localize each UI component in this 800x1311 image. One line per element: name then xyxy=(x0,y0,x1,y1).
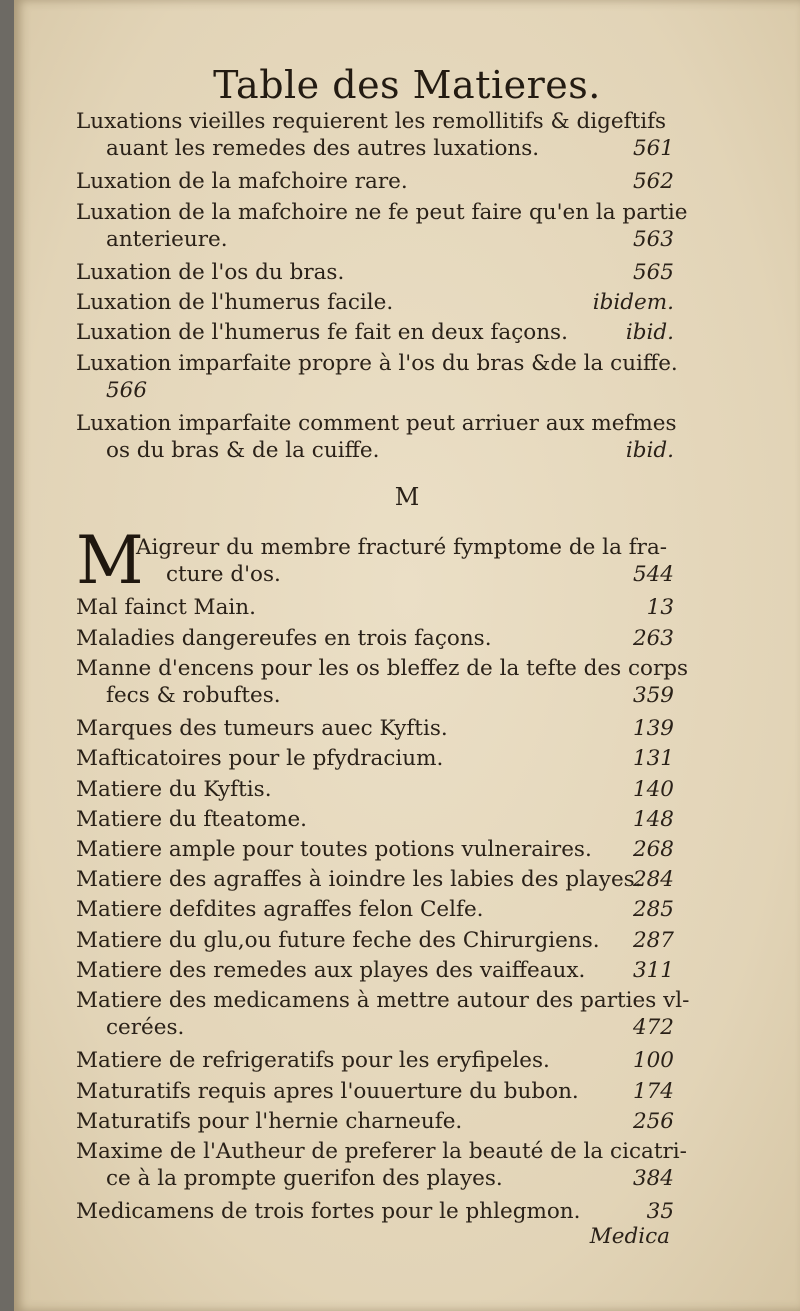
entry-page-number: 384 xyxy=(632,1166,674,1191)
entry-line xyxy=(76,319,674,346)
entry-page-number: 284 xyxy=(632,867,674,893)
entry-text: Luxation de l'humerus fe fait en deux façons. xyxy=(76,320,568,346)
entry-text: Maturatifs pour l'hernie charneufe. xyxy=(76,1108,463,1134)
entry-text: Matiere des remedes aux playes des vaiffeaux. xyxy=(76,957,586,983)
entry-text: Luxation de la mafchoire ne fe peut faire qu'en la partie xyxy=(76,199,688,225)
index-entry xyxy=(76,1108,674,1135)
entry-line xyxy=(76,1047,674,1074)
index-entry xyxy=(76,715,674,742)
entry-text: anterieure. xyxy=(106,226,228,252)
entry-line xyxy=(76,199,688,226)
entry-line xyxy=(76,715,674,742)
index-entry xyxy=(76,108,674,162)
index-entry xyxy=(76,987,690,1041)
index-entry xyxy=(76,289,674,316)
entry-text: Luxation de l'humerus facile. xyxy=(76,290,394,316)
entry-line xyxy=(76,1014,674,1041)
entry-line xyxy=(76,1108,674,1135)
entry-page-number: 140 xyxy=(632,776,674,802)
entry-page-number: 565 xyxy=(632,260,674,285)
index-entry xyxy=(76,259,674,286)
entry-text: ce à la prompte guerifon des playes. xyxy=(106,1166,503,1191)
entry-page-number: ibid. xyxy=(625,438,674,463)
entry-line xyxy=(76,957,674,984)
index-entry xyxy=(76,410,677,464)
dropcap-letter: M xyxy=(76,522,144,599)
entry-text: Matiere du fteatome. xyxy=(76,806,308,832)
entry-line xyxy=(76,866,674,893)
entry-text: Manne d'encens pour les os bleffez de la tefte des corps xyxy=(76,655,689,681)
entry-page-number: 563 xyxy=(632,226,674,252)
entry-page-number: 100 xyxy=(632,1048,674,1074)
entry-page-number: 148 xyxy=(632,806,674,832)
entry-line xyxy=(76,437,674,464)
index-entry xyxy=(76,655,689,709)
index-entry xyxy=(76,625,674,652)
index-entry xyxy=(76,1138,687,1192)
entry-line xyxy=(76,836,674,863)
entry-text: Luxation de la mafchoire rare. xyxy=(76,169,408,195)
entry-page-number: 139 xyxy=(632,716,674,742)
entry-text: 566 xyxy=(106,377,148,403)
entry-page-number: 285 xyxy=(632,897,674,923)
entry-line xyxy=(76,806,674,833)
entry-text: Matiere des agraffes à ioindre les labies des playes. xyxy=(76,867,642,893)
entry-page-number: ibidem. xyxy=(592,290,674,316)
entry-line xyxy=(76,168,674,195)
entry-line xyxy=(76,625,674,652)
entry-line xyxy=(76,682,674,709)
index-entry xyxy=(76,1047,674,1074)
entry-line xyxy=(136,534,674,561)
entry-line xyxy=(76,410,677,437)
entry-line xyxy=(76,927,674,954)
entry-text: Maladies dangereufes en trois façons. xyxy=(76,625,492,651)
index-entry xyxy=(76,1078,674,1105)
entry-page-number: 561 xyxy=(632,136,674,161)
entry-text: Luxation imparfaite comment peut arriuer aux mefmes xyxy=(76,411,677,436)
index-entry xyxy=(76,806,674,833)
index-entry xyxy=(76,745,674,772)
index-entry xyxy=(76,927,674,954)
index-entry xyxy=(76,350,678,404)
entry-text: Luxation de l'os du bras. xyxy=(76,260,345,285)
book-page xyxy=(14,0,800,1311)
entry-page-number: 359 xyxy=(632,682,674,708)
index-entry xyxy=(76,319,674,346)
entry-line xyxy=(76,745,674,772)
entry-text: cerées. xyxy=(106,1015,185,1040)
entry-line xyxy=(76,594,674,621)
entry-page-number: 544 xyxy=(632,562,674,587)
entry-text: os du bras & de la cuiffe. xyxy=(106,438,380,463)
index-entry xyxy=(76,896,674,923)
entry-line xyxy=(76,896,674,923)
index-entry xyxy=(76,1198,674,1225)
entry-line xyxy=(76,135,674,162)
entry-text: Matiere du glu,ou future feche des Chirurgiens. xyxy=(76,927,600,953)
catchword: Medica xyxy=(589,1224,670,1249)
entry-text: Mal fainct Main. xyxy=(76,595,256,621)
entry-page-number: 287 xyxy=(632,927,674,953)
index-entry xyxy=(136,534,674,588)
entry-text: Matiere defdites agraffes felon Celfe. xyxy=(76,897,484,923)
entry-text: Medicamens de trois fortes pour le phlegmon. xyxy=(76,1199,581,1225)
entry-page-number: 268 xyxy=(632,837,674,862)
section-letter: M xyxy=(394,483,420,511)
entry-text: auant les remedes des autres luxations. xyxy=(106,136,540,161)
entry-text: Matiere ample pour toutes potions vulneraires. xyxy=(76,837,592,862)
entry-text: cture d'os. xyxy=(166,562,281,587)
index-entry xyxy=(76,836,674,863)
entry-text: Luxation imparfaite propre à l'os du bras &de la cuiffe. xyxy=(76,350,678,376)
index-entry xyxy=(76,776,674,803)
entry-text: Matiere des medicamens à mettre autour des parties vl- xyxy=(76,988,690,1013)
entry-page-number: 174 xyxy=(632,1078,674,1104)
entry-text: Maturatifs requis apres l'ouuerture du bubon. xyxy=(76,1078,579,1104)
entry-page-number: 131 xyxy=(632,746,674,772)
entry-line xyxy=(76,776,674,803)
entry-page-number: 263 xyxy=(632,625,674,651)
entry-text: Matiere du Kyftis. xyxy=(76,776,272,802)
entry-line xyxy=(76,987,690,1014)
entry-line xyxy=(76,259,674,286)
entry-page-number: 256 xyxy=(632,1108,674,1134)
entry-line xyxy=(76,1198,674,1225)
entry-page-number: 13 xyxy=(646,595,674,621)
entry-text: Mafticatoires pour le pfydracium. xyxy=(76,746,444,772)
entry-line xyxy=(76,1165,674,1192)
index-entry xyxy=(76,957,674,984)
entry-page-number: 35 xyxy=(646,1199,674,1225)
index-entry xyxy=(76,866,674,893)
index-entry xyxy=(76,594,674,621)
entry-line xyxy=(76,377,674,404)
entry-text: fecs & robuftes. xyxy=(106,682,281,708)
entry-text: Maxime de l'Autheur de preferer la beauté de la cicatri- xyxy=(76,1139,687,1164)
entry-line xyxy=(76,289,674,316)
entry-page-number: ibid. xyxy=(625,320,674,346)
entry-page-number: 562 xyxy=(632,169,674,195)
index-entry xyxy=(76,168,674,195)
entry-text: Aigreur du membre fracturé fymptome de la fra- xyxy=(136,535,668,560)
entry-line xyxy=(76,655,689,682)
entry-line xyxy=(76,1138,687,1165)
entry-page-number: 472 xyxy=(632,1015,674,1040)
entry-line xyxy=(76,1078,674,1105)
index-entry xyxy=(76,199,688,253)
page-title: Table des Matieres. xyxy=(213,63,601,107)
entry-line xyxy=(76,350,678,377)
entry-text: Marques des tumeurs auec Kyftis. xyxy=(76,716,448,742)
entry-line xyxy=(76,226,674,253)
entry-line xyxy=(136,561,674,588)
entry-text: Matiere de refrigeratifs pour les eryfipeles. xyxy=(76,1048,550,1074)
entry-page-number: 311 xyxy=(632,957,674,983)
entry-text: Luxations vieilles requierent les remollitifs & digeftifs xyxy=(76,109,667,134)
entry-line xyxy=(76,108,674,135)
